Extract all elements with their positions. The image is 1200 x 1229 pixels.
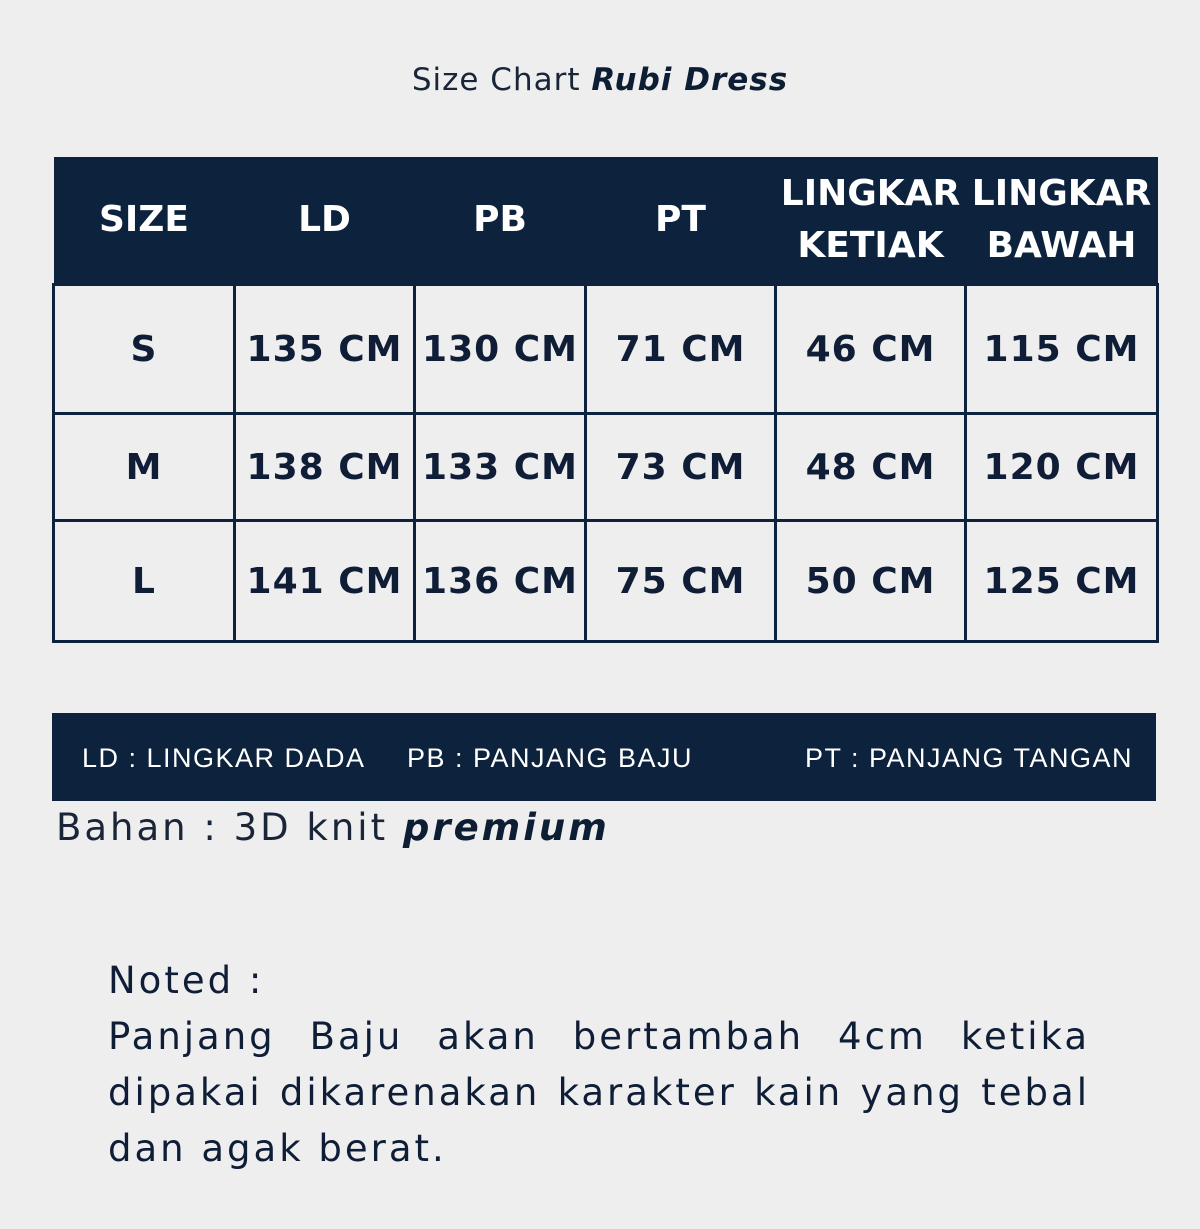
header-pb: PB [415, 157, 586, 285]
cell-pt: 75 CM [586, 521, 776, 642]
cell-size: S [54, 285, 235, 414]
cell-pt: 71 CM [586, 285, 776, 414]
note-section [108, 953, 1090, 1177]
cell-lingkar-ketiak: 48 CM [776, 414, 966, 521]
cell-lingkar-bawah: 120 CM [966, 414, 1158, 521]
cell-pb: 130 CM [415, 285, 586, 414]
header-size: SIZE [54, 157, 235, 285]
legend-pt: PT : PANJANG TANGAN [804, 743, 1133, 773]
note-heading: Noted : [108, 959, 265, 1002]
title-prefix: Size Chart [411, 62, 592, 98]
cell-lingkar-bawah: 125 CM [966, 521, 1158, 642]
cell-ld: 141 CM [235, 521, 415, 642]
size-chart-table [52, 157, 1159, 643]
cell-ld: 138 CM [235, 414, 415, 521]
table-row [54, 414, 1158, 521]
cell-lingkar-bawah: 115 CM [966, 285, 1158, 414]
table-row [54, 521, 1158, 642]
header-ld: LD [235, 157, 415, 285]
cell-pb: 133 CM [415, 414, 586, 521]
header-lingkar-ketiak: LINGKAR KETIAK [776, 157, 966, 285]
page-title [0, 62, 1200, 98]
cell-ld: 135 CM [235, 285, 415, 414]
material-info [56, 806, 610, 849]
legend-pb: PB : PANJANG BAJU [407, 743, 694, 773]
legend-ld: LD : LINGKAR DADA [82, 743, 366, 773]
cell-lingkar-ketiak: 50 CM [776, 521, 966, 642]
abbreviation-legend [52, 713, 1156, 801]
material-emphasis: premium [402, 806, 610, 849]
cell-pt: 73 CM [586, 414, 776, 521]
cell-pb: 136 CM [415, 521, 586, 642]
cell-size: L [54, 521, 235, 642]
header-pt: PT [586, 157, 776, 285]
header-lingkar-bawah: LINGKAR BAWAH [966, 157, 1158, 285]
cell-lingkar-ketiak: 46 CM [776, 285, 966, 414]
note-body: Panjang Baju akan bertambah 4cm ketika dipakai dikarenakan karakter kain yang tebal dan agak berat. [108, 1015, 1090, 1170]
table-row [54, 285, 1158, 414]
cell-size: M [54, 414, 235, 521]
product-name: Rubi Dress [591, 62, 789, 98]
material-prefix: Bahan : 3D knit [56, 806, 403, 849]
table-header-row [54, 157, 1158, 285]
